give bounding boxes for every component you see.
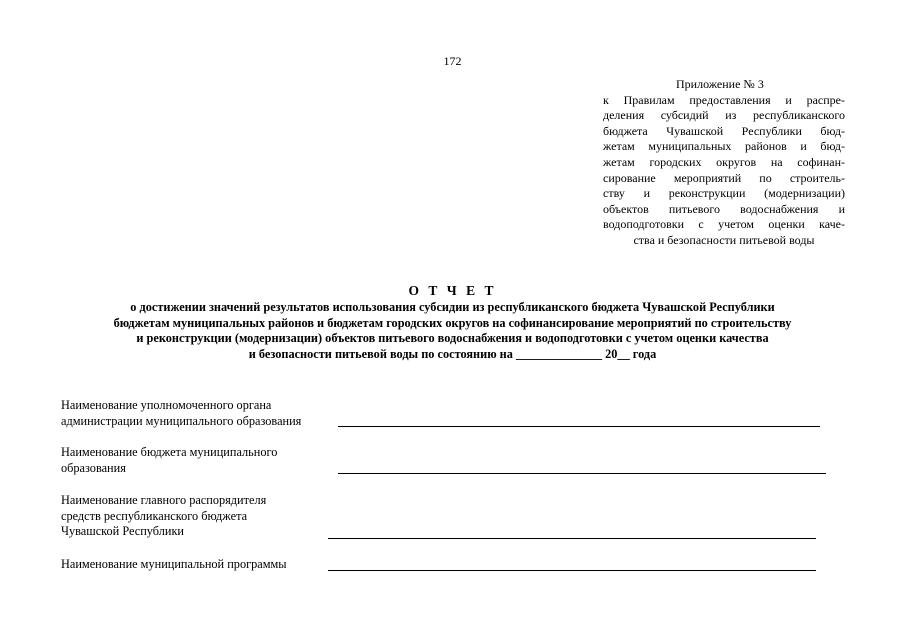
field-label: образования [61,460,126,475]
field-label: Чувашской Республики [61,524,185,538]
municipal-program-input-line[interactable] [328,570,816,571]
municipal-budget-input-line[interactable] [338,473,826,474]
report-subtitle-line: и реконструкции (модернизации) объектов питьевого водоснабжения и водоподготовки с учетом оценки качества [136,331,769,345]
chief-administrator-field [61,493,266,540]
field-label: средств республиканского бюджета [61,508,248,523]
field-label: Наименование муниципальной программы [61,557,287,571]
report-heading [0,282,905,362]
appendix-line: к Правилам предоставления и распре- [603,92,845,107]
report-subtitle-line: и безопасности питьевой воды по состоянию на ______________ 20__ года [248,346,657,361]
report-subtitle-line: о достижении значений результатов использования субсидии из республиканского бюджета Чувашской Республики [130,300,775,314]
appendix-line: жетам муниципальных районов и бюд- [603,139,845,154]
appendix-line: деления субсидий из республиканского [603,108,845,123]
page-number: 172 [443,54,462,68]
appendix-line: сирование мероприятий по строитель- [603,170,845,185]
municipal-budget-field [61,445,277,476]
authorized-body-field [61,398,301,429]
field-label: Наименование уполномоченного органа [61,398,272,412]
report-subtitle-line: бюджетам муниципальных районов и бюджетам городских округов на софинансирование мероприятий по строительству [113,315,792,330]
field-label: администрации муниципального образования [61,413,302,428]
field-label: Наименование бюджета муниципального [61,445,278,459]
authorized-body-input-line[interactable] [338,426,820,427]
appendix-block [603,77,845,249]
appendix-line: ству и реконструкции (модернизации) [603,186,845,201]
field-label: Наименование главного распорядителя [61,493,267,507]
report-title: О Т Ч Е Т [408,283,497,298]
appendix-line: жетам городских округов на софинан- [603,154,845,169]
appendix-line: бюджета Чувашской Республики бюд- [603,123,845,138]
municipal-program-field [61,557,287,573]
appendix-title: Приложение № 3 [676,77,764,91]
appendix-line: ства и безопасности питьевой воды [633,232,815,247]
chief-administrator-input-line[interactable] [328,538,816,539]
appendix-line: водоподготовки с учетом оценки каче- [603,217,845,232]
appendix-line: объектов питьевого водоснабжения и [603,201,845,216]
